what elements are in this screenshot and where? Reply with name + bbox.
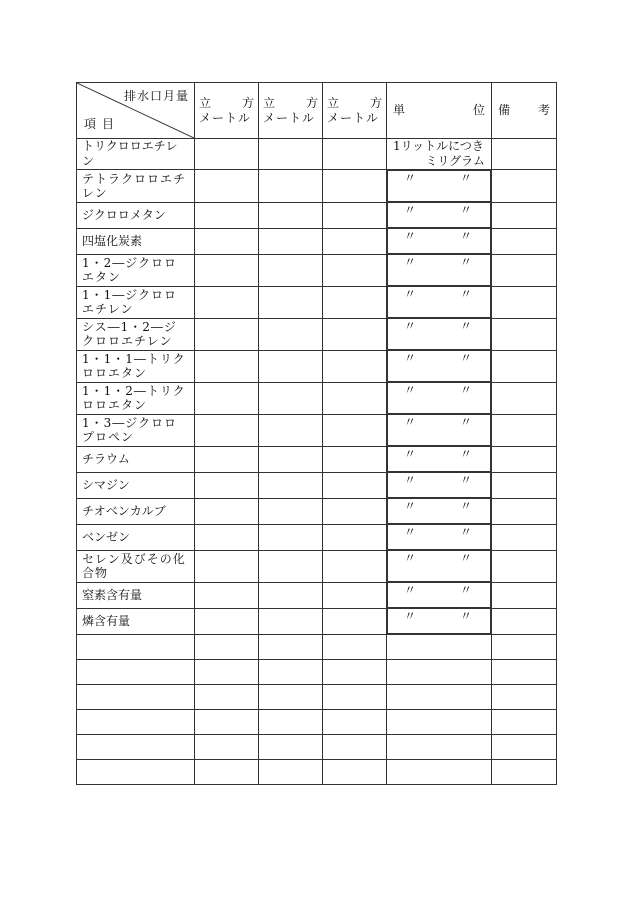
blank-row xyxy=(77,735,557,760)
remarks-cell[interactable] xyxy=(492,446,557,472)
volume-cell[interactable] xyxy=(259,170,323,203)
blank-cell[interactable] xyxy=(323,685,387,710)
blank-cell[interactable] xyxy=(195,735,259,760)
volume-cell[interactable] xyxy=(323,382,387,414)
blank-cell[interactable] xyxy=(492,735,557,760)
volume-cell[interactable] xyxy=(323,414,387,446)
blank-cell[interactable] xyxy=(387,635,492,660)
blank-cell[interactable] xyxy=(195,710,259,735)
row-item-label: 窒素含有量 xyxy=(77,582,195,608)
volume-cell[interactable] xyxy=(195,550,259,582)
blank-cell[interactable] xyxy=(387,735,492,760)
volume-cell[interactable] xyxy=(323,472,387,498)
ditto-mark: 〃 xyxy=(404,525,417,539)
volume-cell[interactable] xyxy=(323,286,387,318)
blank-cell[interactable] xyxy=(387,710,492,735)
ditto-mark: 〃 xyxy=(459,351,472,365)
header-remarks: 備 考 xyxy=(492,83,557,139)
volume-cell[interactable] xyxy=(195,202,259,228)
row-item-label: チオベンカルブ xyxy=(77,498,195,524)
volume-cell[interactable] xyxy=(259,472,323,498)
blank-cell[interactable] xyxy=(259,735,323,760)
row-item-label: トリクロロエチレン xyxy=(77,139,195,170)
blank-cell[interactable] xyxy=(323,635,387,660)
blank-cell[interactable] xyxy=(323,710,387,735)
table-row xyxy=(77,524,557,550)
table-body xyxy=(77,139,557,785)
blank-cell[interactable] xyxy=(323,660,387,685)
blank-cell[interactable] xyxy=(259,760,323,785)
volume-cell[interactable] xyxy=(259,139,323,170)
header-volume-1: 立 方 メートル xyxy=(195,83,259,139)
ditto-mark: 〃 xyxy=(404,255,417,269)
ditto-mark: 〃 xyxy=(459,583,472,597)
volume-cell[interactable] xyxy=(323,170,387,203)
drainage-monthly-report-table xyxy=(76,82,557,785)
ditto-mark: 〃 xyxy=(404,551,417,565)
remarks-cell[interactable] xyxy=(492,318,557,350)
header-corner-top-label: 排水口月量 xyxy=(123,89,189,103)
ditto-mark: 〃 xyxy=(459,319,472,333)
ditto-mark: 〃 xyxy=(459,473,472,487)
volume-cell[interactable] xyxy=(323,524,387,550)
ditto-mark: 〃 xyxy=(404,499,417,513)
blank-cell[interactable] xyxy=(195,685,259,710)
volume-cell[interactable] xyxy=(323,350,387,382)
row-item-label: 1・1―ジクロロエチレン xyxy=(77,286,195,318)
remarks-cell[interactable] xyxy=(492,286,557,318)
unit-cell xyxy=(387,524,491,550)
unit-cell xyxy=(387,202,491,228)
blank-cell[interactable] xyxy=(259,635,323,660)
unit-cell xyxy=(387,608,491,634)
header-volume-3: 立 方 メートル xyxy=(323,83,387,139)
ditto-mark: 〃 xyxy=(404,229,417,243)
ditto-mark: 〃 xyxy=(459,203,472,217)
remarks-cell[interactable] xyxy=(492,472,557,498)
ditto-mark: 〃 xyxy=(404,473,417,487)
header-corner-cell xyxy=(77,83,195,139)
unit-cell xyxy=(387,446,491,472)
volume-cell[interactable] xyxy=(323,254,387,286)
blank-cell[interactable] xyxy=(492,685,557,710)
ditto-mark: 〃 xyxy=(459,287,472,301)
ditto-mark: 〃 xyxy=(459,255,472,269)
remarks-cell[interactable] xyxy=(492,582,557,608)
remarks-cell[interactable] xyxy=(492,202,557,228)
volume-cell[interactable] xyxy=(195,414,259,446)
remarks-cell[interactable] xyxy=(492,414,557,446)
volume-cell[interactable] xyxy=(259,286,323,318)
volume-cell[interactable] xyxy=(195,608,259,635)
remarks-cell[interactable] xyxy=(492,382,557,414)
ditto-mark: 〃 xyxy=(404,415,417,429)
row-item-label: 燐含有量 xyxy=(77,608,195,635)
blank-cell[interactable] xyxy=(259,710,323,735)
volume-cell[interactable] xyxy=(259,414,323,446)
table-row xyxy=(77,414,557,446)
volume-cell[interactable] xyxy=(195,498,259,524)
ditto-mark: 〃 xyxy=(404,609,417,623)
volume-cell[interactable] xyxy=(259,608,323,635)
row-item-label: シス―1・2―ジクロロエチレン xyxy=(77,318,195,350)
volume-cell[interactable] xyxy=(195,382,259,414)
volume-cell[interactable] xyxy=(195,170,259,203)
unit-line-1: 1リットルにつき xyxy=(393,139,484,153)
blank-cell[interactable] xyxy=(77,635,195,660)
unit-cell xyxy=(387,318,491,350)
unit-cell xyxy=(387,382,491,414)
blank-row xyxy=(77,760,557,785)
blank-row xyxy=(77,685,557,710)
row-item-label: 1・1・2―トリクロロエタン xyxy=(77,382,195,414)
volume-cell[interactable] xyxy=(195,318,259,350)
volume-cell[interactable] xyxy=(323,446,387,472)
header-unit: 単 位 xyxy=(387,83,492,139)
header-row xyxy=(77,83,557,139)
table-row xyxy=(77,550,557,582)
ditto-mark: 〃 xyxy=(404,383,417,397)
remarks-cell[interactable] xyxy=(492,254,557,286)
blank-cell[interactable] xyxy=(387,660,492,685)
blank-cell[interactable] xyxy=(195,760,259,785)
ditto-mark: 〃 xyxy=(459,609,472,623)
unit-cell xyxy=(387,286,491,318)
row-item-label: ジクロロメタン xyxy=(77,202,195,228)
blank-cell[interactable] xyxy=(492,760,557,785)
volume-cell[interactable] xyxy=(259,498,323,524)
blank-row xyxy=(77,635,557,660)
ditto-mark: 〃 xyxy=(459,383,472,397)
ditto-mark: 〃 xyxy=(404,171,417,185)
ditto-mark: 〃 xyxy=(404,583,417,597)
volume-cell[interactable] xyxy=(259,350,323,382)
blank-cell[interactable] xyxy=(77,760,195,785)
volume-cell[interactable] xyxy=(195,524,259,550)
table-row xyxy=(77,498,557,524)
volume-cell[interactable] xyxy=(323,202,387,228)
volume-cell[interactable] xyxy=(195,286,259,318)
ditto-mark: 〃 xyxy=(459,525,472,539)
blank-cell[interactable] xyxy=(77,660,195,685)
volume-cell[interactable] xyxy=(195,139,259,170)
row-item-label: セレン及びその化合物 xyxy=(77,550,195,582)
blank-cell[interactable] xyxy=(323,760,387,785)
remarks-cell[interactable] xyxy=(492,228,557,254)
unit-line-2: ミリグラム xyxy=(425,154,485,168)
row-item-label: ベンゼン xyxy=(77,524,195,550)
unit-cell xyxy=(387,414,491,446)
unit-cell xyxy=(387,550,491,582)
row-item-label: 四塩化炭素 xyxy=(77,228,195,254)
remarks-cell[interactable] xyxy=(492,139,557,170)
unit-cell xyxy=(387,472,491,498)
table-row xyxy=(77,228,557,254)
remarks-cell[interactable] xyxy=(492,498,557,524)
table-row xyxy=(77,139,557,170)
volume-cell[interactable] xyxy=(195,472,259,498)
remarks-cell[interactable] xyxy=(492,608,557,635)
volume-cell[interactable] xyxy=(195,228,259,254)
remarks-cell[interactable] xyxy=(492,170,557,203)
table-row xyxy=(77,608,557,635)
row-item-label: シマジン xyxy=(77,472,195,498)
ditto-mark: 〃 xyxy=(404,319,417,333)
blank-row xyxy=(77,710,557,735)
remarks-cell[interactable] xyxy=(492,550,557,582)
table-row xyxy=(77,254,557,286)
header-corner-bottom-label: 項目 xyxy=(84,117,121,131)
blank-cell[interactable] xyxy=(492,635,557,660)
blank-cell[interactable] xyxy=(492,660,557,685)
blank-cell[interactable] xyxy=(387,760,492,785)
volume-cell[interactable] xyxy=(323,550,387,582)
ditto-mark: 〃 xyxy=(404,203,417,217)
volume-cell[interactable] xyxy=(323,318,387,350)
ditto-mark: 〃 xyxy=(459,447,472,461)
ditto-mark: 〃 xyxy=(459,229,472,243)
ditto-mark: 〃 xyxy=(404,447,417,461)
row-item-label: チラウム xyxy=(77,446,195,472)
blank-cell[interactable] xyxy=(195,635,259,660)
volume-cell[interactable] xyxy=(259,446,323,472)
row-item-label: テトラクロロエチレン xyxy=(77,170,195,203)
header-volume-2: 立 方 メートル xyxy=(259,83,323,139)
table-row xyxy=(77,350,557,382)
unit-cell xyxy=(387,228,491,254)
volume-cell[interactable] xyxy=(259,202,323,228)
blank-row xyxy=(77,660,557,685)
table-row xyxy=(77,472,557,498)
volume-cell[interactable] xyxy=(323,498,387,524)
volume-cell[interactable] xyxy=(259,524,323,550)
unit-cell xyxy=(387,170,491,202)
table-row xyxy=(77,170,557,203)
blank-cell[interactable] xyxy=(77,685,195,710)
blank-cell[interactable] xyxy=(77,735,195,760)
blank-cell[interactable] xyxy=(259,685,323,710)
volume-cell[interactable] xyxy=(195,582,259,608)
unit-cell xyxy=(387,582,491,608)
blank-cell[interactable] xyxy=(387,685,492,710)
volume-cell[interactable] xyxy=(195,350,259,382)
volume-cell[interactable] xyxy=(195,446,259,472)
table-row xyxy=(77,582,557,608)
table-row xyxy=(77,446,557,472)
ditto-mark: 〃 xyxy=(404,287,417,301)
table-row xyxy=(77,382,557,414)
table-row xyxy=(77,318,557,350)
row-item-label: 1・3―ジクロロプロペン xyxy=(77,414,195,446)
blank-cell[interactable] xyxy=(492,710,557,735)
blank-cell[interactable] xyxy=(323,735,387,760)
volume-cell[interactable] xyxy=(259,550,323,582)
ditto-mark: 〃 xyxy=(459,551,472,565)
volume-cell[interactable] xyxy=(259,318,323,350)
unit-cell xyxy=(387,254,491,286)
volume-cell[interactable] xyxy=(259,254,323,286)
unit-cell xyxy=(387,139,492,170)
volume-cell[interactable] xyxy=(323,228,387,254)
volume-cell[interactable] xyxy=(323,139,387,170)
volume-cell[interactable] xyxy=(323,582,387,608)
volume-cell[interactable] xyxy=(259,382,323,414)
row-item-label: 1・1・1―トリクロロエタン xyxy=(77,350,195,382)
volume-cell[interactable] xyxy=(323,608,387,635)
table-row xyxy=(77,202,557,228)
ditto-mark: 〃 xyxy=(404,351,417,365)
row-item-label: 1・2―ジクロロエタン xyxy=(77,254,195,286)
ditto-mark: 〃 xyxy=(459,171,472,185)
ditto-mark: 〃 xyxy=(459,415,472,429)
remarks-cell[interactable] xyxy=(492,350,557,382)
ditto-mark: 〃 xyxy=(459,499,472,513)
blank-cell[interactable] xyxy=(195,660,259,685)
blank-cell[interactable] xyxy=(259,660,323,685)
unit-cell xyxy=(387,350,491,382)
remarks-cell[interactable] xyxy=(492,524,557,550)
blank-cell[interactable] xyxy=(77,710,195,735)
table-row xyxy=(77,286,557,318)
volume-cell[interactable] xyxy=(259,582,323,608)
volume-cell[interactable] xyxy=(259,228,323,254)
unit-cell xyxy=(387,498,491,524)
volume-cell[interactable] xyxy=(195,254,259,286)
